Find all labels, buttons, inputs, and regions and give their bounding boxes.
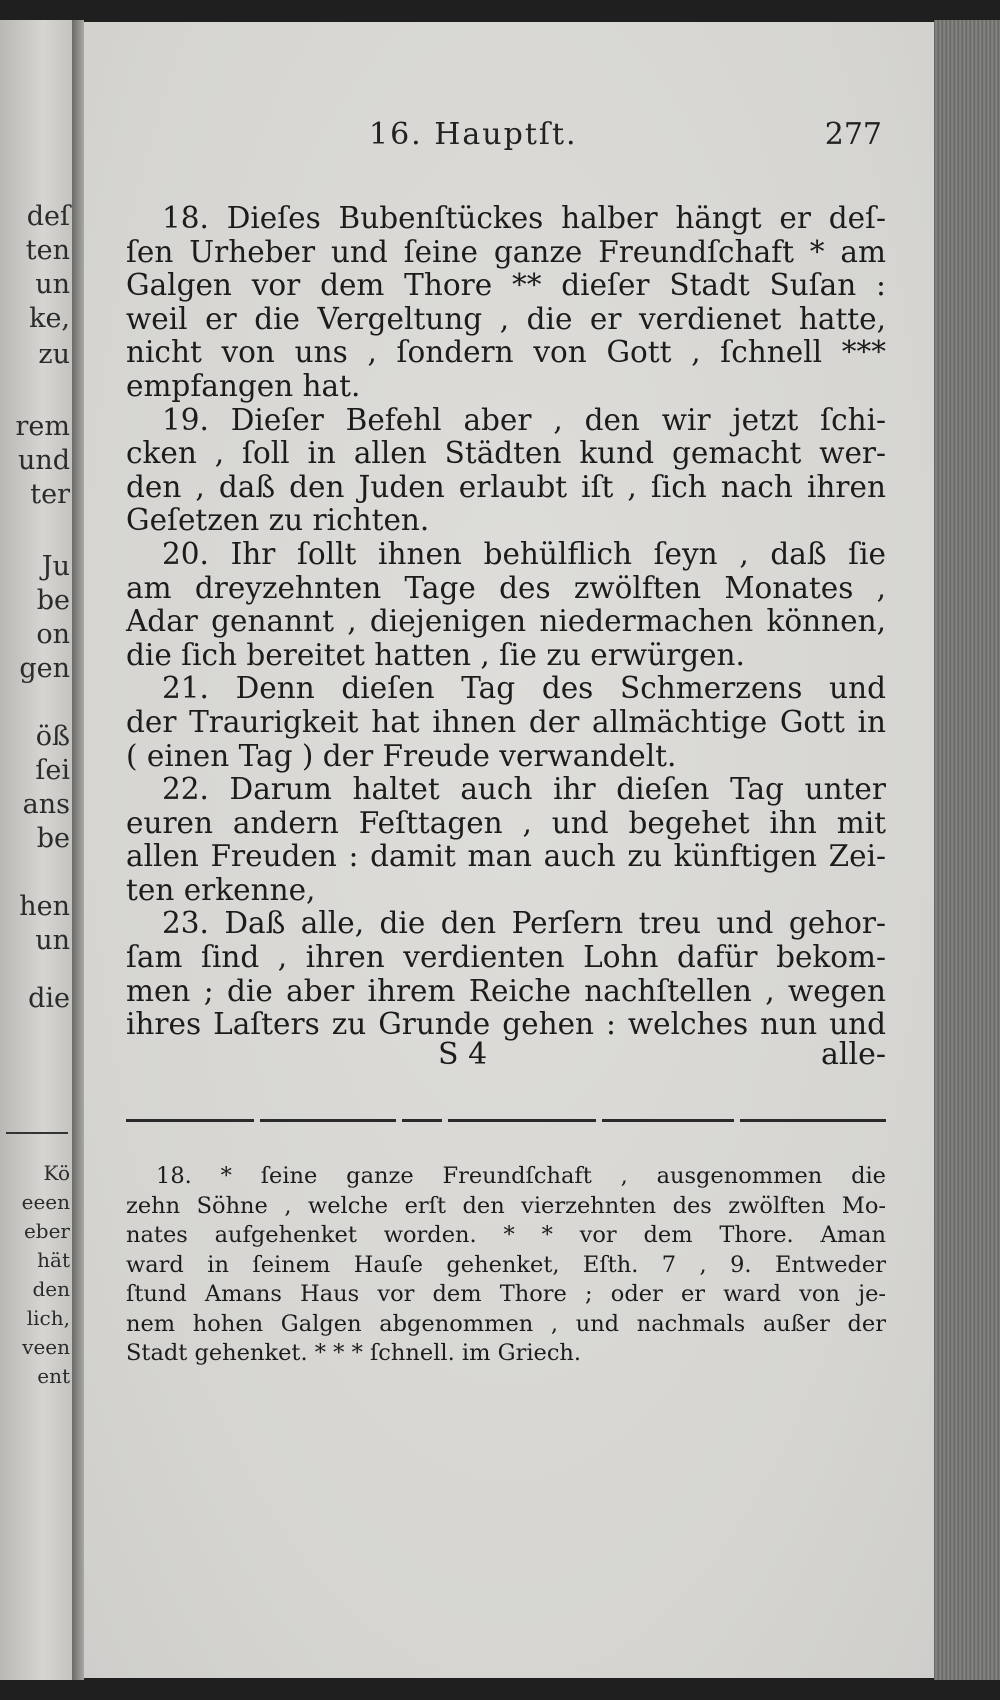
text-line: am dreyzehnten Tage des zwölften Monates , <box>126 570 886 605</box>
text-line: weil er die Vergeltung , die er verdienet hatte, <box>126 301 886 336</box>
page-block-edge <box>934 20 1000 1680</box>
text-line: der Traurigkeit hat ihnen der allmächtige Gott in <box>126 704 886 739</box>
facing-page-text: öß <box>35 721 70 752</box>
facing-page-rule <box>6 1132 68 1134</box>
footnote-line: zehn Söhne , welche erſt den vierzehnten des zwölften Mo- <box>126 1192 886 1219</box>
footnote-separator-rule <box>126 1119 886 1122</box>
footnote-line: nates aufgehenket worden. * * vor dem Thore. Aman <box>126 1222 886 1248</box>
catchword: alle- <box>821 1037 886 1072</box>
signature-mark: S 4 <box>438 1037 488 1072</box>
facing-page-text: ten <box>25 235 70 266</box>
text-line: Adar genannt , diejenigen niedermachen können, <box>126 604 886 639</box>
text-line: euren andern Feſttagen , und begehet ihn mit <box>126 805 886 840</box>
footnote-line: Stadt gehenket. * * * ſchnell. im Griech. <box>126 1340 582 1366</box>
text-line: 18. Dieſes Bubenſtückes halber hängt er deſ- <box>162 201 886 235</box>
facing-page-note-text: Kö <box>43 1161 70 1185</box>
facing-page-note-text: den <box>32 1277 70 1301</box>
text-line: ten erkenne, <box>126 872 316 907</box>
facing-page-note-text: eber <box>23 1219 70 1243</box>
text-line: empfangen hat. <box>126 368 361 403</box>
facing-page-text: Ju <box>41 551 70 582</box>
facing-page-note-text: hät <box>37 1248 70 1272</box>
page-footer <box>126 1037 886 1073</box>
book-page <box>84 22 934 1678</box>
footnote-line: 18. * ſeine ganze Freundſchaft , ausgenommen die <box>156 1163 886 1189</box>
facing-page-text: die <box>28 983 70 1014</box>
facing-page-text: un <box>35 269 70 300</box>
facing-page-text: be <box>36 585 70 616</box>
footnote-line: ward in ſeinem Hauſe gehenket, Eſth. 7 , 9. Entweder <box>126 1251 886 1278</box>
facing-page-text: ke, <box>29 303 70 334</box>
text-line: ſam ſind , ihren verdienten Lohn dafür bekom- <box>126 940 886 975</box>
book-gutter <box>72 20 84 1680</box>
footnote-line: nem hohen Galgen abgenommen , und nachmals außer der <box>126 1310 886 1337</box>
page-number: 277 <box>824 117 882 152</box>
text-line: ſen Urheber und ſeine ganze Freundſchaft * am <box>126 234 886 269</box>
text-line: Geſetzen zu richten. <box>126 503 430 538</box>
main-text <box>126 202 886 1042</box>
facing-page-text: ter <box>30 479 70 510</box>
text-line: den , daß den Juden erlaubt iſt , ſich nach ihren <box>126 469 886 504</box>
facing-page-note-text: lich, <box>26 1306 70 1330</box>
facing-page-text: deſ <box>26 201 70 232</box>
facing-page-text: hen <box>19 891 70 922</box>
text-line: Galgen vor dem Thore ** dieſer Stadt Suſan : <box>126 268 886 303</box>
facing-page-text: on <box>36 619 70 650</box>
facing-page-note-text: ent <box>37 1364 70 1388</box>
facing-page-fragment <box>0 20 72 1680</box>
text-line: allen Freuden : damit man auch zu künftigen Zei- <box>126 839 886 874</box>
text-line: cken , ſoll in allen Städten kund gemacht wer- <box>126 436 886 471</box>
text-line: nicht von uns , ſondern von Gott , ſchnell *** <box>126 335 886 370</box>
facing-page-note-text: eeen <box>21 1190 70 1214</box>
page-header <box>84 117 934 157</box>
text-line: ( einen Tag ) der Freude verwandelt. <box>126 738 677 773</box>
facing-page-text: ans <box>22 789 70 820</box>
facing-page-text: und <box>17 445 70 476</box>
facing-page-text: zu <box>38 339 70 370</box>
text-line: men ; die aber ihrem Reiche nachſtellen , wegen <box>126 973 886 1008</box>
facing-page-note-text: veen <box>22 1335 70 1359</box>
text-line: 23. Daß alle, die den Perſern treu und gehor- <box>162 906 886 941</box>
text-line: 22. Darum haltet auch ihr dieſen Tag unter <box>162 772 886 807</box>
facing-page-text: gen <box>19 653 70 684</box>
text-line: die ſich bereitet hatten , ſie zu erwürgen. <box>126 637 745 672</box>
facing-page-text: be <box>36 823 70 854</box>
footnote-line: ſtund Amans Haus vor dem Thore ; oder er ward von je- <box>126 1281 886 1307</box>
running-head: 16. Hauptſt. <box>369 117 578 152</box>
text-line: 20. Ihr ſollt ihnen behülflich ſeyn , daß ſie <box>162 536 886 571</box>
facing-page-text: rem <box>15 411 70 442</box>
facing-page-text: ſei <box>35 755 70 786</box>
text-line: 21. Denn dieſen Tag des Schmerzens und <box>162 671 886 706</box>
facing-page-text: un <box>35 925 70 956</box>
text-line: 19. Dieſer Befehl aber , den wir jetzt ſchi- <box>162 402 886 437</box>
footnotes <box>126 1162 886 1369</box>
text-line: ihres Laſters zu Grunde gehen : welches nun und <box>126 1007 886 1042</box>
